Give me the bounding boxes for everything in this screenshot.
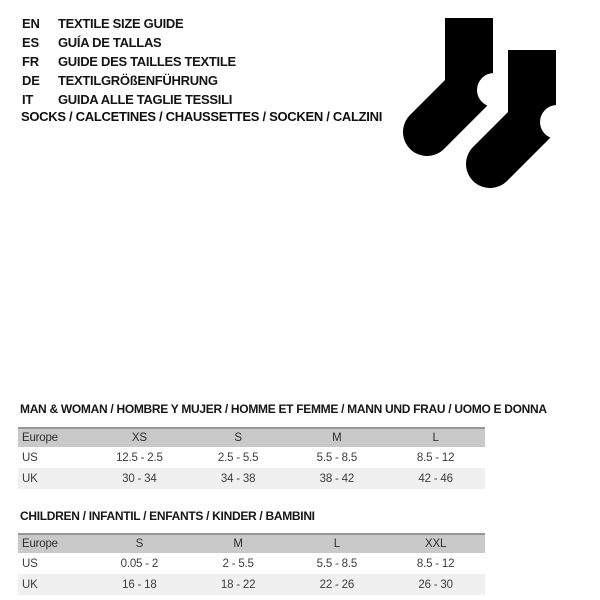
language-row-it	[22, 90, 236, 109]
table-row	[18, 447, 485, 468]
header-cell: Europe	[22, 538, 58, 550]
language-list	[22, 14, 236, 109]
language-label: GUIDA ALLE TAGLIE TESSILI	[58, 92, 233, 107]
language-code: IT	[22, 92, 34, 107]
size-table-children	[18, 509, 485, 595]
table-title: MAN & WOMAN / HOMBRE Y MUJER / HOMME ET FEMME / MANN UND FRAU / UOMO E DONNA	[20, 402, 547, 416]
language-row-de	[22, 71, 236, 90]
size-cell: 2.5 - 5.5	[217, 451, 259, 464]
size-cell: 18 - 22	[220, 578, 256, 591]
size-cell: 5.5 - 8.5	[316, 557, 358, 570]
row-label: US	[22, 557, 38, 570]
header-cell: XS	[131, 432, 147, 444]
row-label: UK	[22, 578, 38, 591]
language-row-fr	[22, 52, 236, 71]
size-cell: 42 - 46	[418, 472, 453, 485]
size-cell: 16 - 18	[122, 578, 157, 591]
language-code: EN	[22, 16, 40, 31]
table-row	[18, 574, 485, 595]
size-cell: 0.05 - 2	[120, 557, 159, 570]
header-cell: XXL	[425, 538, 447, 550]
size-table-man-woman	[18, 402, 547, 489]
header-cell: M	[332, 432, 342, 444]
header-cell: S	[234, 432, 242, 444]
header-cell: S	[135, 538, 144, 550]
size-cell: 8.5 - 12	[416, 451, 455, 464]
size-cell: 22 - 26	[319, 578, 355, 591]
size-cell: 34 - 38	[220, 472, 256, 485]
language-code: FR	[22, 54, 39, 69]
size-cell: 2 - 5.5	[222, 557, 254, 570]
header-cell: L	[333, 538, 340, 550]
table-title: CHILDREN / INFANTIL / ENFANTS / KINDER / BAMBINI	[20, 509, 315, 523]
language-code: ES	[22, 35, 39, 50]
table-header-row	[18, 427, 485, 447]
language-label: TEXTILGRÖßENFÜHRUNG	[58, 73, 218, 88]
size-cell: 38 - 42	[319, 472, 355, 485]
size-cell: 8.5 - 12	[416, 557, 455, 570]
row-label: US	[22, 451, 38, 464]
table-header-row	[18, 533, 485, 553]
language-row-en	[22, 14, 236, 33]
language-label: GUÍA DE TALLAS	[58, 35, 162, 50]
language-row-es	[22, 33, 236, 52]
header-cell: Europe	[22, 432, 58, 444]
size-cell: 26 - 30	[418, 578, 453, 591]
table-row	[18, 468, 485, 489]
header-cell: L	[432, 432, 439, 444]
row-label: UK	[22, 472, 38, 485]
category-line: SOCKS / CALCETINES / CHAUSSETTES / SOCKEN / CALZINI	[21, 109, 383, 124]
language-label: TEXTILE SIZE GUIDE	[58, 16, 184, 31]
language-code: DE	[22, 73, 40, 88]
table-row	[18, 553, 485, 574]
size-cell: 12.5 - 2.5	[116, 451, 163, 464]
socks-icon	[393, 10, 583, 202]
header-cell: M	[233, 538, 243, 550]
language-label: GUIDE DES TAILLES TEXTILE	[58, 54, 236, 69]
size-cell: 30 - 34	[122, 472, 157, 485]
size-cell: 5.5 - 8.5	[316, 451, 358, 464]
